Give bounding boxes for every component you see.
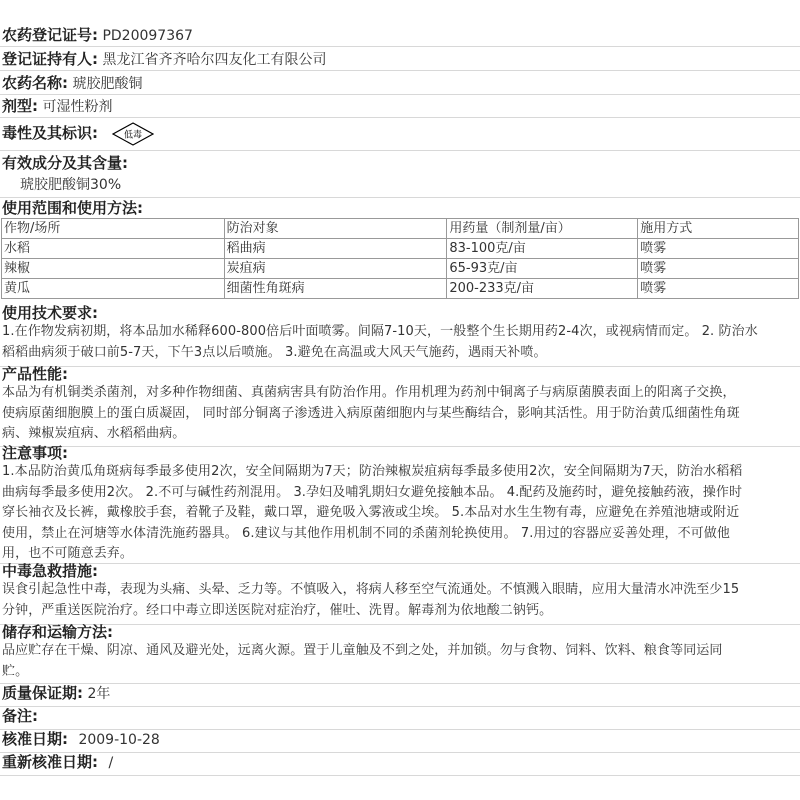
ingredient-value: 琥胶肥酸铜30%: [20, 177, 122, 193]
first-aid-line: 误食引起急性中毒，表现为头痛、头晕、乏力等。不慎吸入，将病人移至空气流通处。不慎溅入眼睛，应用大量清水冲洗至少15: [2, 582, 740, 597]
caution-line: 穿长袖衣及长裤，戴橡胶手套，着靴子及鞋，戴口罩，避免吸入雾液或尘埃。 5.本品对水生生物有毒，应避免在养殖池塘或附近: [2, 505, 740, 520]
divider: [0, 366, 800, 367]
toxicity-label: 毒性及其标识:: [2, 124, 98, 142]
performance-line: 病、辣椒炭疽病、水稻稻曲病。: [2, 426, 186, 441]
form-label: 剂型:: [2, 97, 38, 115]
ingredient-value-row: [20, 173, 798, 197]
usage-cell: 细菌性角斑病: [224, 279, 447, 299]
approval-date-label: 核准日期:: [2, 730, 68, 748]
tech-text: [2, 322, 796, 363]
approval-date-row: [2, 727, 798, 752]
name-value: 琥胶肥酸铜: [72, 76, 143, 92]
first-aid-label: 中毒急救措施:: [2, 562, 98, 580]
remarks-row: [2, 704, 798, 729]
performance-line: 本品为有机铜类杀菌剂，对多种作物细菌、真菌病害具有防治作用。作用机理为药剂中铜离子与病原菌膜表面上的阳离子交换，: [2, 385, 736, 400]
usage-cell: 65-93克/亩: [447, 259, 638, 279]
divider: [0, 563, 800, 564]
usage-table: [1, 218, 799, 299]
storage-line: 品应贮存在干燥、阴凉、通风及避光处，远离火源。置于儿童触及不到之处，并加锁。勿与食物、饲料、饮料、粮食等同运同: [2, 643, 723, 658]
storage-text: [2, 641, 796, 682]
holder-value: 黑龙江省齐齐哈尔四友化工有限公司: [102, 52, 327, 68]
usage-header-cell: 作物/场所: [2, 219, 225, 239]
divider: [0, 150, 800, 151]
form-value: 可湿性粉剂: [42, 99, 113, 115]
remarks-label: 备注:: [2, 707, 38, 725]
toxicity-badge-text: 低毒: [124, 130, 143, 141]
ingredient-label: 有效成分及其含量:: [2, 154, 128, 172]
usage-header-cell: 施用方式: [638, 219, 799, 239]
table-row: [2, 259, 799, 279]
first-aid-line: 分钟，严重送医院治疗。经口中毒立即送医院对症治疗，催吐、洗胃。解毒剂为依地酸二钠钙。: [2, 602, 553, 618]
shelf-life-label: 质量保证期:: [2, 684, 83, 702]
reg-no-value: PD20097367: [102, 28, 193, 44]
usage-cell: 喷雾: [638, 279, 799, 299]
caution-line: 曲病每季最多使用2次。 2.不可与碱性药剂混用。 3.孕妇及哺乳期妇女避免接触本品。 4.配药及施药时，避免接触药液，操作时: [2, 484, 743, 500]
divider: [0, 775, 800, 776]
reg-no-row: [2, 23, 798, 48]
holder-row: [2, 47, 798, 72]
usage-cell: 200-233克/亩: [447, 279, 638, 299]
usage-cell: 喷雾: [638, 259, 799, 279]
name-label: 农药名称:: [2, 74, 68, 92]
shelf-life-value: 2年: [87, 686, 111, 702]
reapproval-date-row: [2, 750, 798, 775]
usage-cell: 喷雾: [638, 239, 799, 259]
performance-label: 产品性能:: [2, 365, 68, 383]
usage-cell: 稻曲病: [224, 239, 447, 259]
reapproval-date-value: /: [108, 755, 114, 771]
table-row: [2, 239, 799, 259]
tech-line: 稻稻曲病须于破口前5-7天，下午3点以后喷施。 3.避免在高温或大风天气施药，遇雨天补喷。: [2, 344, 547, 360]
usage-cell: 水稻: [2, 239, 225, 259]
tech-line: 1.在作物发病初期，将本品加水稀释600-800倍后叶面喷雾。间隔7-10天，一般整个生长期用药2-4次，或视病情而定。 2. 防治水: [2, 324, 758, 339]
caution-line: 用，也不可随意丢弃。: [2, 546, 134, 561]
performance-line: 使病原菌细胞膜上的蛋白质凝固， 同时部分铜离子渗透进入病原菌细胞内与某些酶结合，影响其活性。用于防治黄瓜细菌性角斑: [2, 405, 740, 421]
divider: [0, 446, 800, 447]
reg-no-label: 农药登记证号:: [2, 26, 98, 44]
caution-line: 1.本品防治黄瓜角斑病每季最多使用2次，安全间隔期为7天；防治辣椒炭疽病每季最多使用2次，安全间隔期为7天，防治水稻稻: [2, 464, 743, 479]
holder-label: 登记证持有人:: [2, 50, 98, 68]
tech-label: 使用技术要求:: [2, 304, 98, 322]
usage-cell: 黄瓜: [2, 279, 225, 299]
usage-header-cell: 防治对象: [224, 219, 447, 239]
caution-line: 使用，禁止在河塘等水体清洗施药器具。 6.建议与其他作用机制不同的杀菌剂轮换使用。 7.用过的容器应妥善处理，不可做他: [2, 525, 730, 541]
table-row: [2, 279, 799, 299]
toxicity-row: [2, 118, 798, 149]
storage-label: 储存和运输方法:: [2, 623, 113, 641]
usage-label: 使用范围和使用方法:: [2, 199, 143, 217]
approval-date-value: 2009-10-28: [78, 732, 160, 748]
low-toxicity-diamond-icon: [112, 122, 154, 146]
usage-cell: 辣椒: [2, 259, 225, 279]
form-row: [2, 94, 798, 119]
performance-text: [2, 383, 796, 445]
divider: [0, 624, 800, 625]
shelf-life-row: [2, 681, 798, 706]
usage-cell: 炭疽病: [224, 259, 447, 279]
storage-line: 贮。: [2, 663, 29, 679]
caution-label: 注意事项:: [2, 444, 68, 462]
usage-header-cell: 用药量（制剂量/亩）: [447, 219, 638, 239]
caution-text: [2, 462, 796, 565]
usage-cell: 83-100克/亩: [447, 239, 638, 259]
first-aid-text: [2, 580, 796, 621]
name-row: [2, 71, 798, 96]
reapproval-date-label: 重新核准日期:: [2, 753, 98, 771]
usage-table-header: [2, 219, 799, 239]
